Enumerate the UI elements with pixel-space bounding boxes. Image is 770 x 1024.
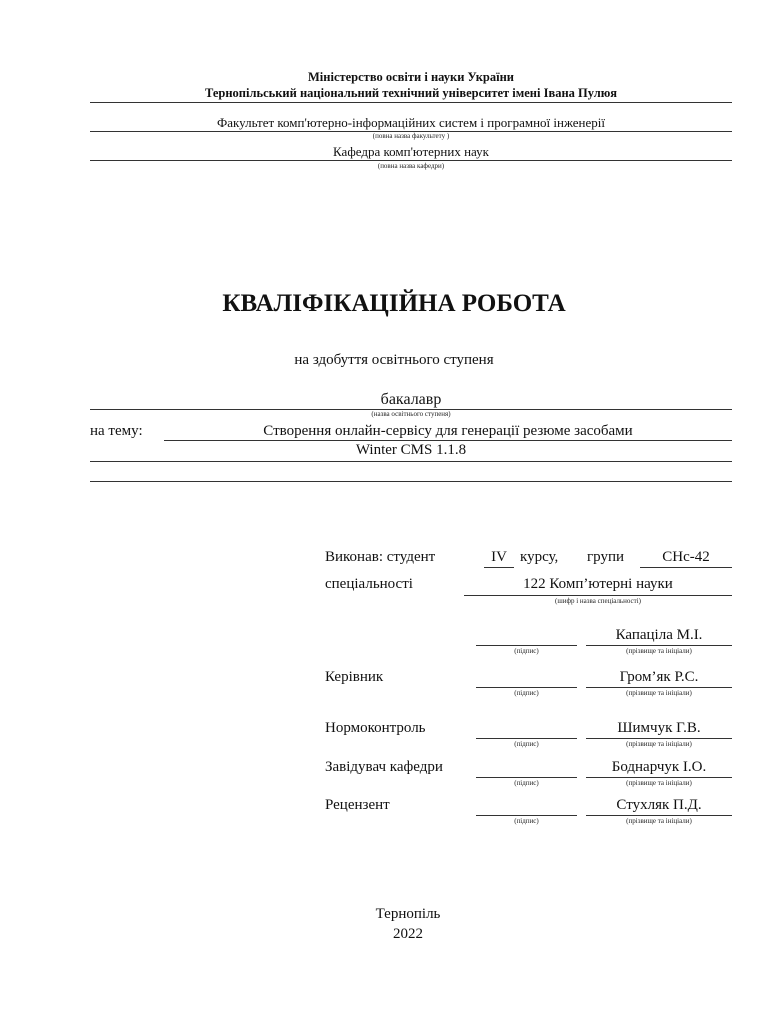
signature-line (476, 777, 577, 778)
name-caption: (прізвище та ініціали) (626, 779, 692, 787)
signature-caption: (підпис) (514, 779, 539, 787)
signature-caption: (підпис) (514, 817, 539, 825)
course-value: IV (491, 549, 507, 565)
signature-line (476, 687, 577, 688)
year: 2022 (393, 926, 423, 942)
degree-caption: (назва освітнього ступеня) (371, 410, 451, 418)
signer-name: Шимчук Г.В. (617, 720, 701, 736)
role-label: Рецензент (325, 797, 390, 813)
role-label: Нормоконтроль (325, 720, 426, 736)
name-caption: (прізвище та ініціали) (626, 740, 692, 748)
name-caption: (прізвище та ініціали) (626, 689, 692, 697)
department-line: Кафедра комп'ютерних наук (333, 144, 489, 159)
topic-rule-1 (164, 440, 732, 441)
faculty-line: Факультет комп'ютерно-інформаційних систем і програмної інженерії (216, 115, 605, 130)
specialty-rule (464, 595, 732, 596)
topic-rule-2 (90, 461, 732, 462)
name-line (586, 777, 732, 778)
degree-value: бакалавр (380, 391, 442, 408)
department-caption: (повна назва кафедри) (377, 162, 445, 170)
name-caption: (прізвище та ініціали) (626, 647, 692, 655)
document-title: КВАЛІФІКАЦІЙНА РОБОТА (222, 290, 566, 317)
signature-line (476, 738, 577, 739)
signature-line (476, 645, 577, 646)
topic-rule-3 (90, 481, 732, 482)
signature-line (476, 815, 577, 816)
signature-caption: (підпис) (514, 689, 539, 697)
signer-name: Гром’як Р.С. (619, 669, 699, 685)
course-rule (484, 567, 514, 568)
topic-line-1: Створення онлайн-сервісу для генерації резюме засобами (263, 423, 633, 439)
city: Тернопіль (375, 906, 441, 922)
signature-caption: (підпис) (514, 740, 539, 748)
specialty-value: 122 Комп’ютерні науки (523, 576, 673, 592)
name-line (586, 815, 732, 816)
group-label: групи (587, 549, 625, 565)
ministry-line: Міністерство освіти і науки України (308, 70, 514, 84)
signer-name: Боднарчук І.О. (611, 759, 707, 775)
university-line: Тернопільський національний технічний університет імені Івана Пулюя (204, 86, 618, 100)
specialty-caption: (шифр і назва спеціальності) (554, 597, 641, 605)
group-value: СНс-42 (662, 549, 710, 565)
name-caption: (прізвище та ініціали) (626, 817, 692, 825)
signature-caption: (підпис) (514, 647, 539, 655)
faculty-caption: (повна назва факультету ) (372, 132, 450, 140)
header-rule (90, 102, 732, 103)
signer-name: Капаціла М.І. (615, 627, 703, 643)
group-rule (640, 567, 732, 568)
name-line (586, 645, 732, 646)
role-label: Завідувач кафедри (325, 759, 443, 775)
course-label: курсу, (520, 549, 559, 565)
department-rule (90, 160, 732, 161)
performed-by-label: Виконав: студент (325, 549, 436, 565)
topic-line-2: Winter CMS 1.1.8 (355, 442, 467, 458)
signer-name: Стухляк П.Д. (616, 797, 702, 813)
role-label: Керівник (325, 669, 384, 685)
name-line (586, 738, 732, 739)
topic-label: на тему: (90, 423, 143, 439)
name-line (586, 687, 732, 688)
specialty-label: спеціальності (325, 576, 413, 592)
degree-subtitle: на здобуття освітнього ступеня (294, 352, 494, 368)
